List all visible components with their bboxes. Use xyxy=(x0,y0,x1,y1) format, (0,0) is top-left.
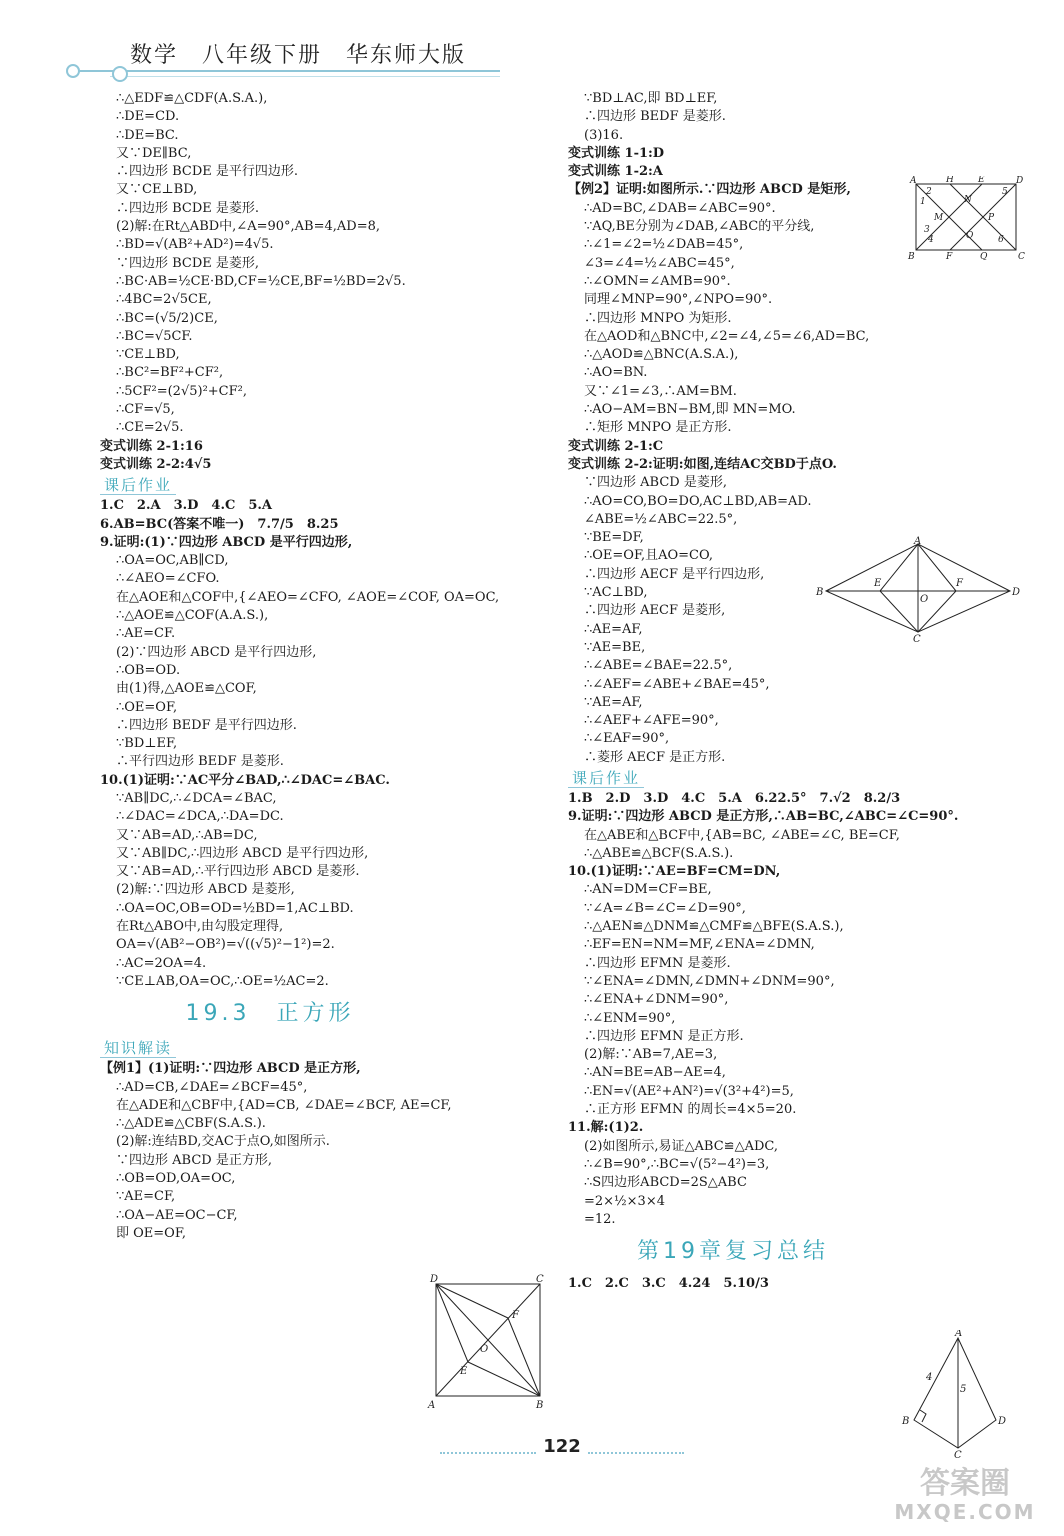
text-line: ∴AN=DM=CF=BE, xyxy=(584,882,712,898)
page-header xyxy=(0,0,1064,80)
text-line: (2)解:∵AB=7,AE=3, xyxy=(584,1047,718,1063)
text-line: ∴四边形 BCDE 是菱形. xyxy=(116,200,260,216)
chapter-title: 19.3 正方形 xyxy=(185,1001,355,1027)
text-line: 又∵DE∥BC, xyxy=(116,145,192,161)
text-line: ∵四边形 ABCD 是菱形, xyxy=(584,475,727,491)
text-line: 在△ABE和△BCF中,{AB=BC, ∠ABE=∠C, BE=CF, xyxy=(584,827,900,843)
text-line: 【例1】(1)证明:∵四边形 ABCD 是正方形, xyxy=(100,1061,361,1077)
text-line: ∵CE⊥BD, xyxy=(116,347,180,363)
text-line: ∴四边形 EFMN 是正方形. xyxy=(584,1028,744,1044)
text-line: ∴OB=OD. xyxy=(116,662,181,678)
header-title: 数学 八年级下册 华东师大版 xyxy=(130,43,467,68)
text-line: 同理∠MNP=90°,∠NPO=90°. xyxy=(584,292,773,308)
header-rule xyxy=(70,70,500,72)
text-line: (2)解:∵四边形 ABCD 是菱形, xyxy=(116,882,295,898)
label-4: 4 xyxy=(926,1372,933,1383)
label-O: O xyxy=(480,1344,489,1355)
text-line: ∵BD⊥AC,即 BD⊥EF, xyxy=(584,91,718,106)
text-line: ∵∠ENA=∠DMN,∠DMN+∠DNM=90°, xyxy=(584,973,835,989)
text-line: 10.(1)证明:∵AC平分∠BAD,∴∠DAC=∠BAC. xyxy=(100,772,390,788)
text-line: ∵AE=CF, xyxy=(116,1189,176,1205)
text-line: (3)16. xyxy=(584,127,624,143)
label-A: A xyxy=(428,1400,436,1411)
text-line: ∴OE=OF,且AO=CO, xyxy=(584,548,714,564)
text-line: 在△ADE和△CBF中,{AD=CB, ∠DAE=∠BCF, AE=CF, xyxy=(116,1097,452,1113)
label-D: D xyxy=(1016,176,1024,186)
text-line: ∴△AEN≌△DNM≌△CMF≌△BFE(S.A.S.), xyxy=(584,919,844,935)
text-line: ∴四边形 AECF 是菱形, xyxy=(584,603,726,619)
text-line: ∴OA=OC,OB=OD=½BD=1,AC⊥BD. xyxy=(116,900,354,916)
text-line: ∴BC=√5CF. xyxy=(116,328,193,344)
label-C: C xyxy=(913,634,921,642)
text-line: ∴∠1=∠2=½∠DAB=45°, xyxy=(584,237,744,253)
text-line: ∴四边形 BEDF 是菱形. xyxy=(584,109,726,125)
text-line: ∴△AOD≌△BNC(A.S.A.), xyxy=(584,347,739,363)
text-line: 在△AOD和△BNC中,∠2=∠4,∠5=∠6,AD=BC, xyxy=(584,328,870,344)
kite-figure xyxy=(900,1330,1010,1460)
text-line: ∴四边形 BEDF 是平行四边形. xyxy=(116,717,297,733)
text-line: ∴四边形 EFMN 是菱形. xyxy=(584,955,731,971)
label-D: D xyxy=(998,1416,1007,1427)
square-figure xyxy=(426,1272,550,1412)
text-line: ∴∠ENM=90°, xyxy=(584,1010,676,1026)
text-line: 11.解:(1)2. xyxy=(568,1120,644,1136)
text-line: 变式训练 2-2:证明:如图,连结AC交BD于点O. xyxy=(568,456,837,472)
text-line: (2)如图所示,易证△ABC≌△ADC, xyxy=(584,1138,778,1154)
header-rule-thin xyxy=(110,76,500,77)
label-B: B xyxy=(536,1400,544,1411)
text-line: 又∵CE⊥BD, xyxy=(116,182,198,198)
label-3: 3 xyxy=(924,225,930,235)
left-column xyxy=(100,90,500,1243)
text-line: 又∵AB=AD,∴AB=DC, xyxy=(116,827,258,843)
text-line: 9.证明:(1)∵四边形 ABCD 是平行四边形, xyxy=(100,534,353,550)
text-line: ∴4BC=2√5CE, xyxy=(116,292,212,308)
text-line: ∴平行四边形 BEDF 是菱形. xyxy=(116,754,284,770)
chapter-title: 第19章复习总结 xyxy=(637,1239,829,1265)
text-line: ∴CF=√5, xyxy=(116,402,175,418)
text-line: ∴AE=AF, xyxy=(584,621,643,637)
text-line: ∴DE=BC. xyxy=(116,127,179,143)
label-H: H xyxy=(946,176,954,185)
watermark-main: 答案圈 xyxy=(920,1466,1010,1501)
label-P: P xyxy=(988,213,995,223)
rectangle-figure xyxy=(906,176,1026,260)
label-4: 4 xyxy=(928,235,934,245)
right-column xyxy=(568,90,959,1293)
label-F: F xyxy=(946,252,953,260)
label-O: O xyxy=(920,594,929,605)
label-C: C xyxy=(536,1274,544,1285)
label-E: E xyxy=(978,176,985,185)
text-line: ∴AD=CB,∠DAE=∠BCF=45°, xyxy=(116,1079,308,1095)
text-line: OA=√(AB²−OB²)=√((√5)²−1²)=2. xyxy=(116,937,335,953)
label-C: C xyxy=(1018,252,1025,260)
section-heading: 课后作业 xyxy=(100,476,176,495)
label-F: F xyxy=(512,1310,519,1321)
header-circle-icon xyxy=(112,66,128,82)
text-line: ∴∠ABE=∠BAE=22.5°, xyxy=(584,658,733,674)
text-line: ∴菱形 AECF 是正方形. xyxy=(584,749,726,765)
label-5: 5 xyxy=(1002,187,1008,197)
label-5: 5 xyxy=(960,1384,967,1395)
text-line: ∵CE⊥AB,OA=OC,∴OE=½AC=2. xyxy=(116,973,329,989)
text-line: ∴∠ENA+∠DNM=90°, xyxy=(584,992,729,1008)
watermark-logo xyxy=(880,1466,1050,1526)
text-line: 9.证明:∵四边形 ABCD 是正方形,∴AB=BC,∠ABC=∠C=90°. xyxy=(568,809,959,825)
text-line: (2)解:连结BD,交AC于点O,如图所示. xyxy=(116,1134,330,1150)
text-line: ∴BC=(√5/2)CE, xyxy=(116,310,218,326)
text-line: 【例2】证明:如图所示.∵四边形 ABCD 是矩形, xyxy=(568,182,851,198)
text-line: ∴AD=BC,∠DAB=∠ABC=90°. xyxy=(584,200,776,216)
text-line: ∠ABE=½∠ABC=22.5°, xyxy=(584,511,738,527)
text-line: ∴∠B=90°,∴BC=√(5²−4²)=3, xyxy=(584,1156,770,1172)
rhombus-figure xyxy=(814,536,1024,642)
text-line: ∵BE=DF, xyxy=(584,530,644,546)
label-N: N xyxy=(964,195,972,205)
page-number-rule-left xyxy=(440,1452,536,1454)
label-B: B xyxy=(816,587,824,598)
text-line: 又∵AB=AD,∴平行四边形 ABCD 是菱形. xyxy=(116,864,360,880)
text-line: ∴∠OMN=∠AMB=90°. xyxy=(584,273,731,289)
text-line: ∴∠EAF=90°, xyxy=(584,731,670,747)
label-D: D xyxy=(430,1274,439,1285)
text-line: 6.AB=BC(答案不唯一) 7.7/5 8.25 xyxy=(100,516,339,532)
text-line: ∠3=∠4=½∠ABC=45°, xyxy=(584,255,735,271)
text-line: ∴AE=CF. xyxy=(116,626,176,642)
text-line: ∵AE=AF, xyxy=(584,694,643,710)
text-line: 变式训练 1-1:D xyxy=(568,145,665,161)
text-line: ∴△ADE≌△CBF(S.A.S.). xyxy=(116,1116,266,1132)
text-line: 即 OE=OF, xyxy=(116,1225,186,1241)
text-line: ∴OE=OF, xyxy=(116,699,178,715)
text-line: (2)解:在Rt△ABD中,∠A=90°,AB=4,AD=8, xyxy=(116,219,380,235)
text-line: ∴BC·AB=½CE·BD,CF=½CE,BF=½BD=2√5. xyxy=(116,273,406,289)
text-line: 变式训练 2-1:16 xyxy=(100,438,203,454)
text-line: 1.C 2.A 3.D 4.C 5.A xyxy=(100,498,272,514)
watermark-sub: MXQE.COM xyxy=(894,1500,1036,1524)
text-line: ∵BD⊥EF, xyxy=(116,736,178,752)
page-number: 122 xyxy=(543,1436,581,1457)
text-line: ∴OB=OD,OA=OC, xyxy=(116,1171,236,1187)
text-line: ∵AB∥DC,∴∠DCA=∠BAC, xyxy=(116,790,277,806)
text-line: ∴AO−AM=BN−BM,即 MN=MO. xyxy=(584,402,796,418)
header-circle-icon xyxy=(66,64,80,78)
text-line: 又∵∠1=∠3,∴AM=BM. xyxy=(584,383,737,399)
text-line: =12. xyxy=(584,1211,616,1227)
text-line: ∴5CF²=(2√5)²+CF², xyxy=(116,383,247,399)
text-line: 变式训练 2-1:C xyxy=(568,438,664,454)
text-line: 变式训练 2-2:4√5 xyxy=(100,456,212,472)
label-A: A xyxy=(910,176,917,186)
text-line: ∴∠AEO=∠CFO. xyxy=(116,571,220,587)
page-number-rule-right xyxy=(588,1452,684,1454)
text-line: ∴BC²=BF²+CF², xyxy=(116,365,224,381)
text-line: ∴DE=CD. xyxy=(116,109,180,125)
text-line: ∴AN=BE=AB−AE=4, xyxy=(584,1065,726,1081)
text-line: ∴△EDF≌△CDF(A.S.A.), xyxy=(116,91,268,106)
text-line: 在Rt△ABO中,由勾股定理得, xyxy=(116,919,284,935)
text-line: ∴△AOE≌△COF(A.A.S.), xyxy=(116,608,269,624)
text-line: ∴CE=2√5. xyxy=(116,420,184,436)
text-line: 由(1)得,△AOE≌△COF, xyxy=(116,681,257,697)
text-line: ∴∠AEF=∠ABE+∠BAE=45°, xyxy=(584,676,770,692)
text-line: 又∵AB∥DC,∴四边形 ABCD 是平行四边形, xyxy=(116,845,369,861)
label-F: F xyxy=(956,578,963,589)
text-line: ∵∠A=∠B=∠C=∠D=90°, xyxy=(584,900,746,916)
text-line: ∵AE=BE, xyxy=(584,639,646,655)
text-line: ∴四边形 BCDE 是平行四边形. xyxy=(116,164,299,180)
text-line: ∴AC=2OA=4. xyxy=(116,955,207,971)
text-line: ∴AO=BN. xyxy=(584,365,648,381)
text-line: (2)∵四边形 ABCD 是平行四边形, xyxy=(116,644,317,660)
text-line: ∴∠AEF+∠AFE=90°, xyxy=(584,713,719,729)
text-line: ∵AC⊥BD, xyxy=(584,585,648,601)
text-line: ∴△ABE≌△BCF(S.A.S.). xyxy=(584,845,734,861)
label-C: C xyxy=(954,1450,962,1460)
text-line: 10.(1)证明:∵AE=BF=CM=DN, xyxy=(568,864,781,880)
label-6: 6 xyxy=(998,235,1004,245)
text-line: ∴EN=√(AE²+AN²)=√(3²+4²)=5, xyxy=(584,1083,794,1099)
label-B: B xyxy=(902,1416,910,1427)
label-A: A xyxy=(914,536,922,547)
text-line: ∴四边形 AECF 是平行四边形, xyxy=(584,566,765,582)
label-Q: Q xyxy=(980,252,988,260)
text-line: ∴正方形 EFMN 的周长=4×5=20. xyxy=(584,1102,797,1118)
text-line: =2×½×3×4 xyxy=(584,1193,665,1209)
text-line: ∵四边形 ABCD 是正方形, xyxy=(116,1152,272,1168)
text-line: ∴∠DAC=∠DCA,∴DA=DC. xyxy=(116,809,284,825)
label-2: 2 xyxy=(926,187,932,197)
label-O: O xyxy=(966,231,974,241)
text-line: ∴四边形 MNPO 为矩形. xyxy=(584,310,732,326)
text-line: ∴矩形 MNPO 是正方形. xyxy=(584,420,732,436)
label-1: 1 xyxy=(920,197,926,207)
text-line: ∵AQ,BE分别为∠DAB,∠ABC的平分线, xyxy=(584,219,815,235)
text-line: 1.C 2.C 3.C 4.24 5.10/3 xyxy=(568,1276,769,1292)
section-heading: 知识解读 xyxy=(100,1039,176,1058)
label-A: A xyxy=(955,1330,963,1339)
label-M: M xyxy=(934,213,944,223)
text-line: ∴BD=√(AB²+AD²)=4√5. xyxy=(116,237,274,253)
text-line: ∴S四边形ABCD=2S△ABC xyxy=(584,1175,747,1191)
text-line: ∴OA=OC,AB∥CD, xyxy=(116,553,229,569)
section-heading: 课后作业 xyxy=(568,769,644,788)
text-line: ∵四边形 BCDE 是菱形, xyxy=(116,255,260,271)
text-line: ∴EF=EN=NM=MF,∠ENA=∠DMN, xyxy=(584,937,815,953)
text-line: ∴AO=CO,BO=DO,AC⊥BD,AB=AD. xyxy=(584,493,812,509)
text-line: 变式训练 1-2:A xyxy=(568,164,663,180)
label-B: B xyxy=(908,252,915,260)
text-line: 1.B 2.D 3.D 4.C 5.A 6.22.5° 7.√2 8.2/3 xyxy=(568,790,901,806)
label-E: E xyxy=(460,1366,468,1377)
text-line: 在△AOE和△COF中,{∠AEO=∠CFO, ∠AOE=∠COF, OA=OC, xyxy=(116,589,500,605)
label-D: D xyxy=(1012,587,1021,598)
text-line: ∴OA−AE=OC−CF, xyxy=(116,1207,238,1223)
label-E: E xyxy=(874,578,882,589)
